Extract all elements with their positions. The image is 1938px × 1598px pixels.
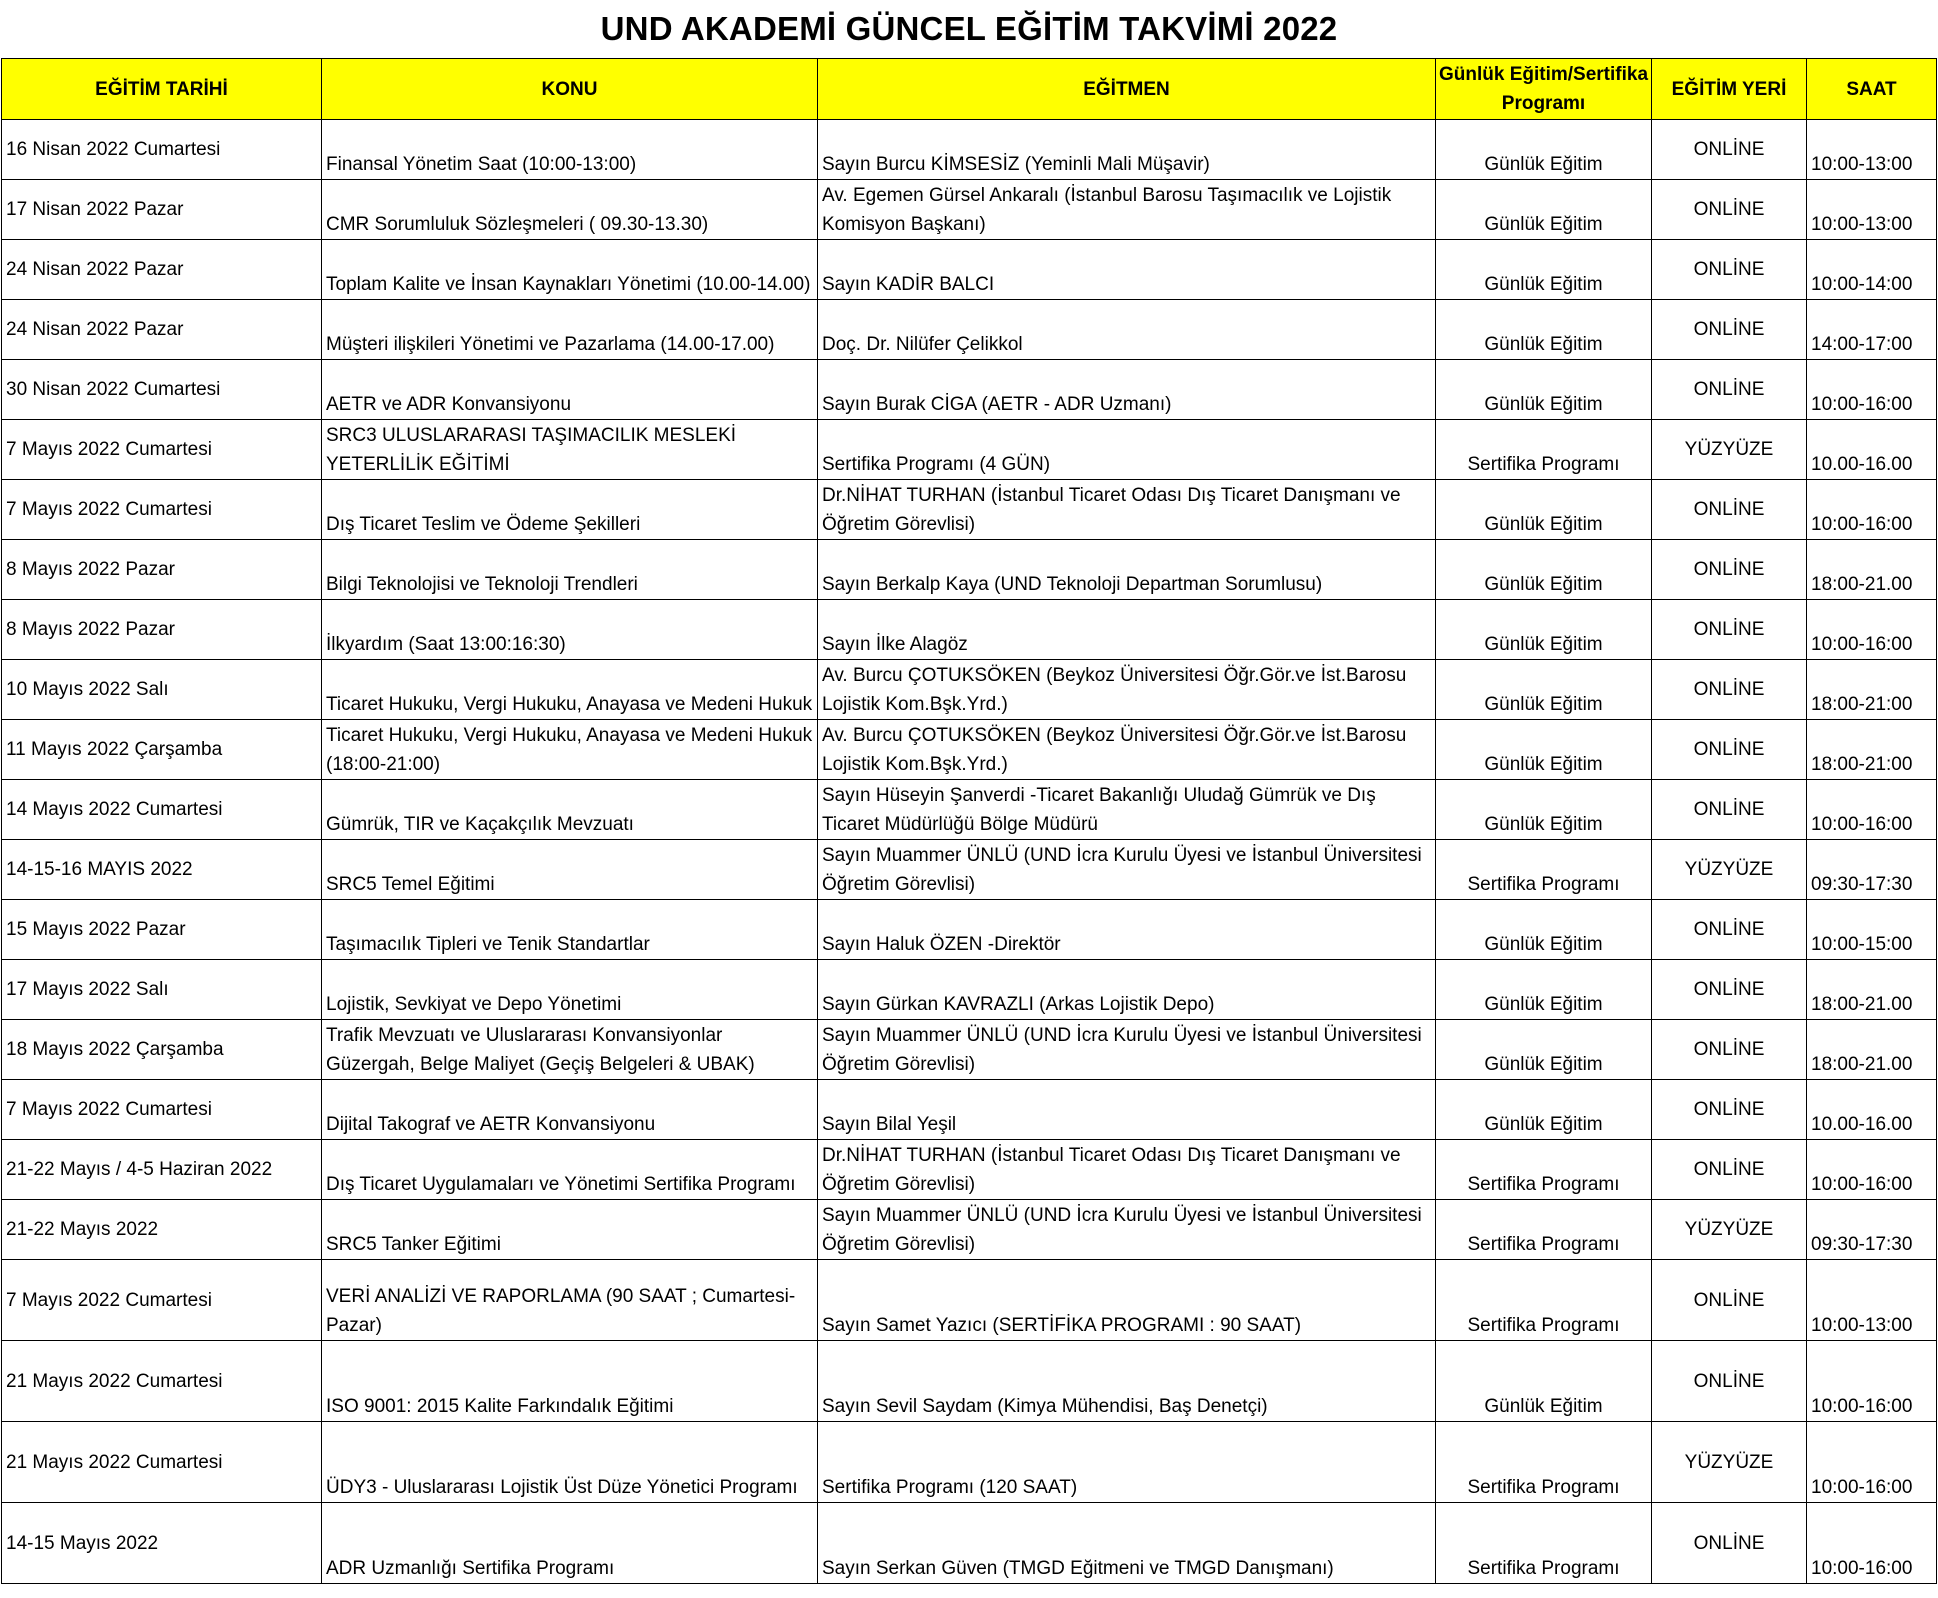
program-type-cell: Sertifika Programı [1436,1140,1652,1200]
topic-cell: SRC5 Temel Eğitimi [322,840,818,900]
date-cell: 30 Nisan 2022 Cumartesi [2,360,322,420]
trainer-cell: Sayın Burcu KİMSESİZ (Yeminli Mali Müşavir) [818,120,1436,180]
table-row [2,600,1937,660]
time-cell: 18:00-21:00 [1807,720,1937,780]
program-type-cell: Günlük Eğitim [1436,960,1652,1020]
topic-cell: Müşteri ilişkileri Yönetimi ve Pazarlama (14.00-17.00) [322,300,818,360]
time-cell: 10.00-16.00 [1807,420,1937,480]
time-cell: 10:00-13:00 [1807,1260,1937,1341]
date-cell: 17 Mayıs 2022 Salı [2,960,322,1020]
table-row [2,540,1937,600]
topic-cell: ISO 9001: 2015 Kalite Farkındalık Eğitimi [322,1341,818,1422]
table-row [2,780,1937,840]
time-cell: 09:30-17:30 [1807,1200,1937,1260]
trainer-cell: Av. Egemen Gürsel Ankaralı (İstanbul Barosu Taşımacılık ve Lojistik Komisyon Başkanı) [818,180,1436,240]
topic-cell: VERİ ANALİZİ VE RAPORLAMA (90 SAAT ; Cumartesi-Pazar) [322,1260,818,1341]
trainer-cell: Sayın İlke Alagöz [818,600,1436,660]
topic-cell: Ticaret Hukuku, Vergi Hukuku, Anayasa ve Medeni Hukuk (18:00-21:00) [322,720,818,780]
place-cell: YÜZYÜZE [1652,420,1807,480]
place-cell: ONLİNE [1652,1260,1807,1341]
header-program [1436,59,1652,120]
date-cell: 8 Mayıs 2022 Pazar [2,600,322,660]
program-type-cell: Günlük Eğitim [1436,540,1652,600]
schedule-table [1,58,1937,1584]
date-cell: 8 Mayıs 2022 Pazar [2,540,322,600]
program-type-cell: Sertifika Programı [1436,840,1652,900]
date-cell: 14-15-16 MAYIS 2022 [2,840,322,900]
place-cell: ONLİNE [1652,660,1807,720]
trainer-cell: Sayın Muammer ÜNLÜ (UND İcra Kurulu Üyesi ve İstanbul Üniversitesi Öğretim Görevlisi) [818,840,1436,900]
date-cell: 21 Mayıs 2022 Cumartesi [2,1422,322,1503]
page-title: UND AKADEMİ GÜNCEL EĞİTİM TAKVİMİ 2022 [600,10,1338,47]
topic-cell: AETR ve ADR Konvansiyonu [322,360,818,420]
table-row [2,480,1937,540]
place-cell: YÜZYÜZE [1652,1422,1807,1503]
topic-cell: Dış Ticaret Uygulamaları ve Yönetimi Sertifika Programı [322,1140,818,1200]
time-cell: 10:00-16:00 [1807,480,1937,540]
table-row [2,1140,1937,1200]
trainer-cell: Sertifika Programı (4 GÜN) [818,420,1436,480]
table-row [2,1503,1937,1584]
header-row [2,59,1937,120]
program-type-cell: Sertifika Programı [1436,1503,1652,1584]
topic-cell: ADR Uzmanlığı Sertifika Programı [322,1503,818,1584]
program-type-cell: Günlük Eğitim [1436,600,1652,660]
trainer-cell: Sayın Sevil Saydam (Kimya Mühendisi, Baş Denetçi) [818,1341,1436,1422]
header-place: EĞİTİM YERİ [1652,59,1807,120]
trainer-cell: Sayın Haluk ÖZEN -Direktör [818,900,1436,960]
time-cell: 10:00-13:00 [1807,120,1937,180]
place-cell: ONLİNE [1652,180,1807,240]
table-row [2,1341,1937,1422]
time-cell: 14:00-17:00 [1807,300,1937,360]
program-type-cell: Sertifika Programı [1436,420,1652,480]
place-cell: ONLİNE [1652,960,1807,1020]
date-cell: 24 Nisan 2022 Pazar [2,240,322,300]
time-cell: 10:00-16:00 [1807,600,1937,660]
header-date: EĞİTİM TARİHİ [2,59,322,120]
time-cell: 10:00-15:00 [1807,900,1937,960]
topic-cell: Gümrük, TIR ve Kaçakçılık Mevzuatı [322,780,818,840]
program-type-cell: Günlük Eğitim [1436,1341,1652,1422]
table-row [2,300,1937,360]
program-type-cell: Sertifika Programı [1436,1260,1652,1341]
table-row [2,1080,1937,1140]
topic-cell: Lojistik, Sevkiyat ve Depo Yönetimi [322,960,818,1020]
table-row [2,900,1937,960]
program-type-cell: Günlük Eğitim [1436,180,1652,240]
time-cell: 18:00-21.00 [1807,540,1937,600]
table-row [2,240,1937,300]
table-row [2,1260,1937,1341]
place-cell: ONLİNE [1652,720,1807,780]
table-row [2,720,1937,780]
table-row [2,120,1937,180]
trainer-cell: Dr.NİHAT TURHAN (İstanbul Ticaret Odası Dış Ticaret Danışmanı ve Öğretim Görevlisi) [818,480,1436,540]
topic-cell: CMR Sorumluluk Sözleşmeleri ( 09.30-13.30) [322,180,818,240]
table-row [2,360,1937,420]
trainer-cell: Dr.NİHAT TURHAN (İstanbul Ticaret Odası Dış Ticaret Danışmanı ve Öğretim Görevlisi) [818,1140,1436,1200]
place-cell: ONLİNE [1652,240,1807,300]
date-cell: 7 Mayıs 2022 Cumartesi [2,1260,322,1341]
trainer-cell: Sayın Burak CİGA (AETR - ADR Uzmanı) [818,360,1436,420]
trainer-cell: Sayın KADİR BALCI [818,240,1436,300]
trainer-cell: Sayın Samet Yazıcı (SERTİFİKA PROGRAMI : 90 SAAT) [818,1260,1436,1341]
table-row [2,180,1937,240]
time-cell: 10:00-16:00 [1807,360,1937,420]
place-cell: ONLİNE [1652,1503,1807,1584]
date-cell: 14 Mayıs 2022 Cumartesi [2,780,322,840]
place-cell: ONLİNE [1652,540,1807,600]
topic-cell: SRC5 Tanker Eğitimi [322,1200,818,1260]
time-cell: 18:00-21.00 [1807,1020,1937,1080]
time-cell: 10:00-14:00 [1807,240,1937,300]
topic-cell: Taşımacılık Tipleri ve Tenik Standartlar [322,900,818,960]
header-program-label: Günlük Eğitim/Sertifika Programı [1438,64,1649,114]
date-cell: 16 Nisan 2022 Cumartesi [2,120,322,180]
date-cell: 21-22 Mayıs 2022 [2,1200,322,1260]
header-time: SAAT [1807,59,1937,120]
trainer-cell: Av. Burcu ÇOTUKSÖKEN (Beykoz Üniversitesi Öğr.Gör.ve İst.Barosu Lojistik Kom.Bşk.Yrd.) [818,660,1436,720]
trainer-cell: Sayın Muammer ÜNLÜ (UND İcra Kurulu Üyesi ve İstanbul Üniversitesi Öğretim Görevlisi) [818,1020,1436,1080]
place-cell: ONLİNE [1652,1341,1807,1422]
topic-cell: SRC3 ULUSLARARASI TAŞIMACILIK MESLEKİ YETERLİLİK EĞİTİMİ [322,420,818,480]
program-type-cell: Günlük Eğitim [1436,1080,1652,1140]
trainer-cell: Sertifika Programı (120 SAAT) [818,1422,1436,1503]
date-cell: 14-15 Mayıs 2022 [2,1503,322,1584]
date-cell: 15 Mayıs 2022 Pazar [2,900,322,960]
time-cell: 10:00-16:00 [1807,780,1937,840]
date-cell: 17 Nisan 2022 Pazar [2,180,322,240]
date-cell: 21-22 Mayıs / 4-5 Haziran 2022 [2,1140,322,1200]
program-type-cell: Günlük Eğitim [1436,120,1652,180]
date-cell: 24 Nisan 2022 Pazar [2,300,322,360]
date-cell: 7 Mayıs 2022 Cumartesi [2,420,322,480]
trainer-cell: Sayın Muammer ÜNLÜ (UND İcra Kurulu Üyesi ve İstanbul Üniversitesi Öğretim Görevlisi) [818,1200,1436,1260]
place-cell: ONLİNE [1652,300,1807,360]
program-type-cell: Günlük Eğitim [1436,240,1652,300]
date-cell: 18 Mayıs 2022 Çarşamba [2,1020,322,1080]
trainer-cell: Sayın Bilal Yeşil [818,1080,1436,1140]
trainer-cell: Sayın Gürkan KAVRAZLI (Arkas Lojistik Depo) [818,960,1436,1020]
topic-cell: Trafik Mevzuatı ve Uluslararası Konvansiyonlar Güzergah, Belge Maliyet (Geçiş Belgeleri & UBAK) [322,1020,818,1080]
place-cell: YÜZYÜZE [1652,1200,1807,1260]
date-cell: 10 Mayıs 2022 Salı [2,660,322,720]
table-row [2,1422,1937,1503]
trainer-cell: Av. Burcu ÇOTUKSÖKEN (Beykoz Üniversitesi Öğr.Gör.ve İst.Barosu Lojistik Kom.Bşk.Yrd.) [818,720,1436,780]
time-cell: 10:00-16:00 [1807,1140,1937,1200]
place-cell: ONLİNE [1652,600,1807,660]
program-type-cell: Sertifika Programı [1436,1200,1652,1260]
date-cell: 7 Mayıs 2022 Cumartesi [2,480,322,540]
place-cell: ONLİNE [1652,360,1807,420]
topic-cell: ÜDY3 - Uluslararası Lojistik Üst Düze Yönetici Programı [322,1422,818,1503]
place-cell: YÜZYÜZE [1652,840,1807,900]
trainer-cell: Sayın Serkan Güven (TMGD Eğitmeni ve TMGD Danışmanı) [818,1503,1436,1584]
topic-cell: Dış Ticaret Teslim ve Ödeme Şekilleri [322,480,818,540]
time-cell: 10.00-16.00 [1807,1080,1937,1140]
header-topic: KONU [322,59,818,120]
time-cell: 10:00-16:00 [1807,1341,1937,1422]
place-cell: ONLİNE [1652,780,1807,840]
table-row [2,1020,1937,1080]
program-type-cell: Günlük Eğitim [1436,1020,1652,1080]
place-cell: ONLİNE [1652,480,1807,540]
time-cell: 18:00-21.00 [1807,960,1937,1020]
time-cell: 09:30-17:30 [1807,840,1937,900]
place-cell: ONLİNE [1652,1140,1807,1200]
place-cell: ONLİNE [1652,1080,1807,1140]
time-cell: 10:00-16:00 [1807,1503,1937,1584]
program-type-cell: Sertifika Programı [1436,1422,1652,1503]
date-cell: 11 Mayıs 2022 Çarşamba [2,720,322,780]
place-cell: ONLİNE [1652,900,1807,960]
table-row [2,420,1937,480]
program-type-cell: Günlük Eğitim [1436,480,1652,540]
place-cell: ONLİNE [1652,1020,1807,1080]
date-cell: 21 Mayıs 2022 Cumartesi [2,1341,322,1422]
time-cell: 10:00-13:00 [1807,180,1937,240]
header-trainer: EĞİTMEN [818,59,1436,120]
date-cell: 7 Mayıs 2022 Cumartesi [2,1080,322,1140]
program-type-cell: Günlük Eğitim [1436,300,1652,360]
table-row [2,660,1937,720]
topic-cell: Toplam Kalite ve İnsan Kaynakları Yönetimi (10.00-14.00) [322,240,818,300]
program-type-cell: Günlük Eğitim [1436,900,1652,960]
time-cell: 10:00-16:00 [1807,1422,1937,1503]
trainer-cell: Sayın Hüseyin Şanverdi -Ticaret Bakanlığı Uludağ Gümrük ve Dış Ticaret Müdürlüğü Bölge Müdürü [818,780,1436,840]
program-type-cell: Günlük Eğitim [1436,660,1652,720]
table-row [2,840,1937,900]
table-row [2,1200,1937,1260]
program-type-cell: Günlük Eğitim [1436,720,1652,780]
topic-cell: Bilgi Teknolojisi ve Teknoloji Trendleri [322,540,818,600]
trainer-cell: Doç. Dr. Nilüfer Çelikkol [818,300,1436,360]
place-cell: ONLİNE [1652,120,1807,180]
topic-cell: Ticaret Hukuku, Vergi Hukuku, Anayasa ve Medeni Hukuk [322,660,818,720]
topic-cell: Finansal Yönetim Saat (10:00-13:00) [322,120,818,180]
time-cell: 18:00-21:00 [1807,660,1937,720]
table-row [2,960,1937,1020]
trainer-cell: Sayın Berkalp Kaya (UND Teknoloji Departman Sorumlusu) [818,540,1436,600]
program-type-cell: Günlük Eğitim [1436,780,1652,840]
program-type-cell: Günlük Eğitim [1436,360,1652,420]
topic-cell: İlkyardım (Saat 13:00:16:30) [322,600,818,660]
schedule-body [2,120,1937,1584]
topic-cell: Dijital Takograf ve AETR Konvansiyonu [322,1080,818,1140]
